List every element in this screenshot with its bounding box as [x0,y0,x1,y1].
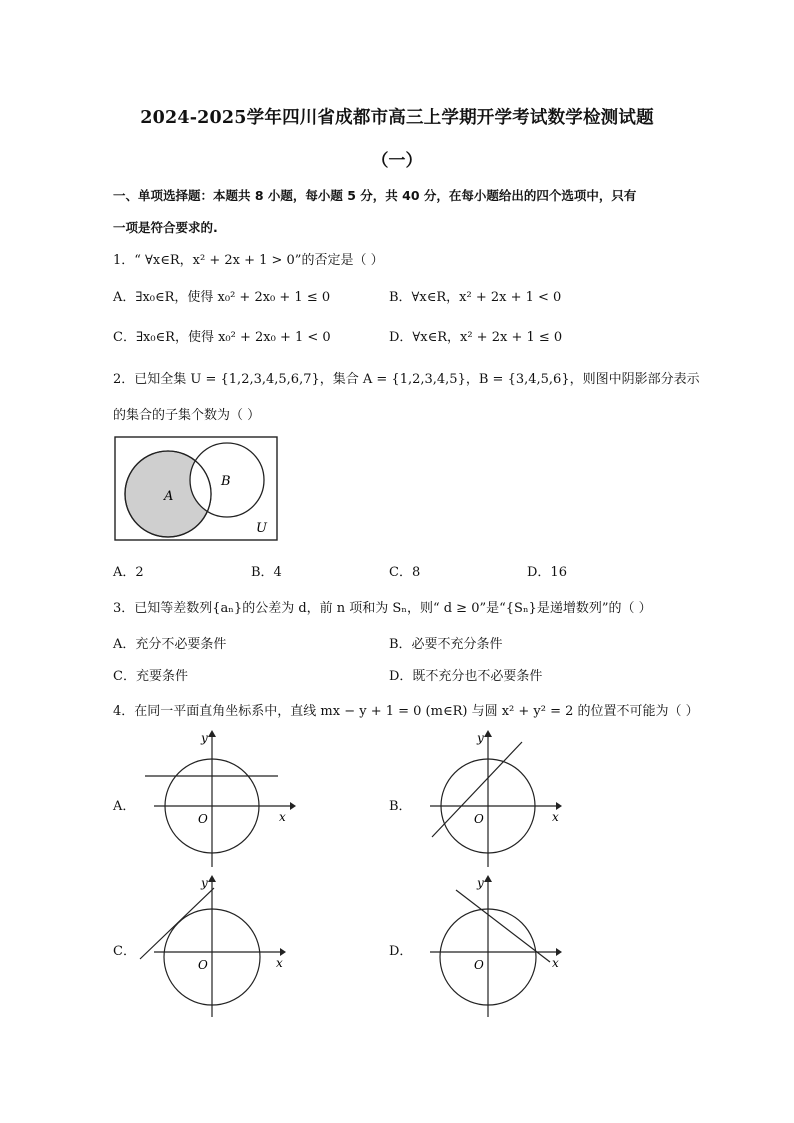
q4-option-b-label: B． [389,799,412,814]
y-axis-arrow-icon [484,875,492,882]
y-label: y [477,876,484,890]
q2-option-a: A．2 [113,565,144,580]
x-label: x [279,810,286,824]
q1-option-c: C．∃x₀∈R，使得 x₀² + 2x₀ + 1 < 0 [113,330,331,345]
q3-option-d: D．既不充分也不必要条件 [389,669,543,684]
q3-option-c: C．充要条件 [113,669,188,684]
q4-stem: 4．在同一平面直角坐标系中，直线 mx − y + 1 = 0 (m∈R) 与圆 x² + y² = 2 的位置不可能为（ ） [113,704,699,719]
q2-stem-line1: 2．已知全集 U = {1,2,3,4,5,6,7}，集合 A = {1,2,3,4,5}，B = {3,4,5,6}，则图中阴影部分表示 [113,372,700,387]
q1-option-b: B．∀x∈R，x² + 2x + 1 < 0 [389,290,562,305]
y-label: y [201,731,208,745]
label-u: U [256,521,267,536]
q4-figure-d [406,872,576,1022]
x-axis-arrow-icon [556,802,562,810]
x-label: x [552,956,559,970]
label-b: B [221,474,231,489]
q2-option-d: D．16 [527,565,567,580]
y-label: y [201,876,208,890]
q2-option-c: C．8 [389,565,421,580]
q3-stem: 3．已知等差数列{aₙ}的公差为 d，前 n 项和为 Sₙ，则“ d ≥ 0”是“{Sₙ}是递增数列”的（ ） [113,601,652,616]
q4-option-c-label: C． [113,944,136,959]
venn-diagram [113,436,279,542]
y-axis-arrow-icon [208,875,216,882]
line [456,890,550,962]
q4-option-d-label: D． [389,944,413,959]
line [140,888,214,959]
q3-option-b: B．必要不充分条件 [389,637,503,652]
x-axis-arrow-icon [556,948,562,956]
page-subtitle: （一） [371,151,423,171]
origin-label: O [474,812,484,826]
x-label: x [276,956,283,970]
origin-label: O [198,958,208,972]
q4-figure-b [406,727,576,877]
origin-label: O [474,958,484,972]
y-label: y [477,731,484,745]
x-axis-arrow-icon [280,948,286,956]
origin-label: O [198,812,208,826]
q1-stem: 1．“ ∀x∈R，x² + 2x + 1 > 0”的否定是（ ） [113,253,384,268]
y-axis-arrow-icon [208,730,216,737]
q4-option-a-label: A． [113,799,136,814]
q4-figure-a [130,727,300,877]
q1-option-a: A．∃x₀∈R，使得 x₀² + 2x₀ + 1 ≤ 0 [113,290,331,305]
q2-stem-line2: 的集合的子集个数为（ ） [113,408,261,423]
q3-option-a: A．充分不必要条件 [113,637,227,652]
section-heading-line2: 一项是符合要求的. [113,220,218,235]
label-a: A [164,489,174,504]
q4-figure-c [130,872,300,1022]
y-axis-arrow-icon [484,730,492,737]
page-title: 2024-2025学年四川省成都市高三上学期开学考试数学检测试题 [140,108,654,128]
q1-option-d: D．∀x∈R，x² + 2x + 1 ≤ 0 [389,330,563,345]
q2-option-b: B．4 [251,565,282,580]
section-heading-line1: 一、单项选择题：本题共 8 小题，每小题 5 分，共 40 分，在每小题给出的四个选项中，只有 [113,188,637,203]
x-label: x [552,810,559,824]
x-axis-arrow-icon [290,802,296,810]
